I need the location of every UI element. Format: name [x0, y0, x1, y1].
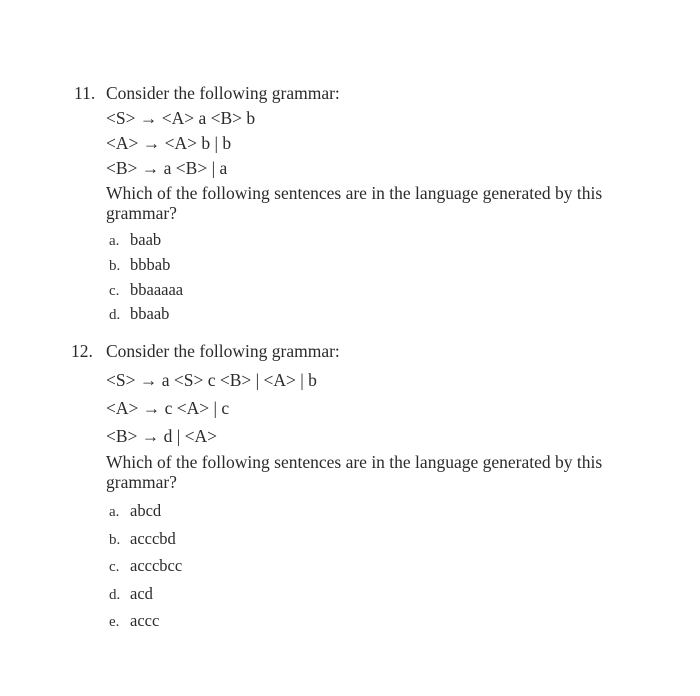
option-text: acccbcc	[130, 556, 183, 575]
option-letter: d.	[109, 307, 121, 323]
option-text: abcd	[130, 501, 162, 520]
option-text: bbbab	[130, 255, 171, 274]
option-text: bbaab	[130, 304, 170, 323]
option-letter: e.	[109, 614, 120, 630]
question-prompt: grammar?	[106, 203, 177, 223]
grammar-rule: <S> → <A> a <B> b	[106, 108, 256, 128]
option-letter: b.	[109, 532, 121, 548]
option-text: bbaaaaa	[130, 280, 184, 299]
grammar-rule: <S> → a <S> c <B> | <A> | b	[106, 370, 317, 390]
question-prompt: grammar?	[106, 472, 177, 492]
option-letter: c.	[109, 559, 120, 575]
option-text: accc	[130, 611, 160, 630]
grammar-rule: <B> → d | <A>	[106, 426, 218, 446]
grammar-rule: <A> → <A> b | b	[106, 133, 232, 153]
option-text: baab	[130, 230, 162, 249]
question-number: 11.	[74, 83, 96, 103]
option-text: acd	[130, 584, 153, 603]
question-prompt: Which of the following sentences are in the language generated by this	[106, 183, 603, 203]
question-number: 12.	[71, 341, 93, 361]
option-letter: c.	[109, 283, 120, 299]
option-letter: a.	[109, 504, 120, 520]
grammar-rule: <A> → c <A> | c	[106, 398, 230, 418]
option-letter: b.	[109, 258, 121, 274]
option-text: acccbd	[130, 529, 176, 548]
question-intro: Consider the following grammar:	[106, 83, 340, 103]
question-intro: Consider the following grammar:	[106, 341, 340, 361]
question-prompt: Which of the following sentences are in the language generated by this	[106, 452, 603, 472]
grammar-rule: <B> → a <B> | a	[106, 158, 228, 178]
option-letter: d.	[109, 587, 121, 603]
option-letter: a.	[109, 233, 120, 249]
